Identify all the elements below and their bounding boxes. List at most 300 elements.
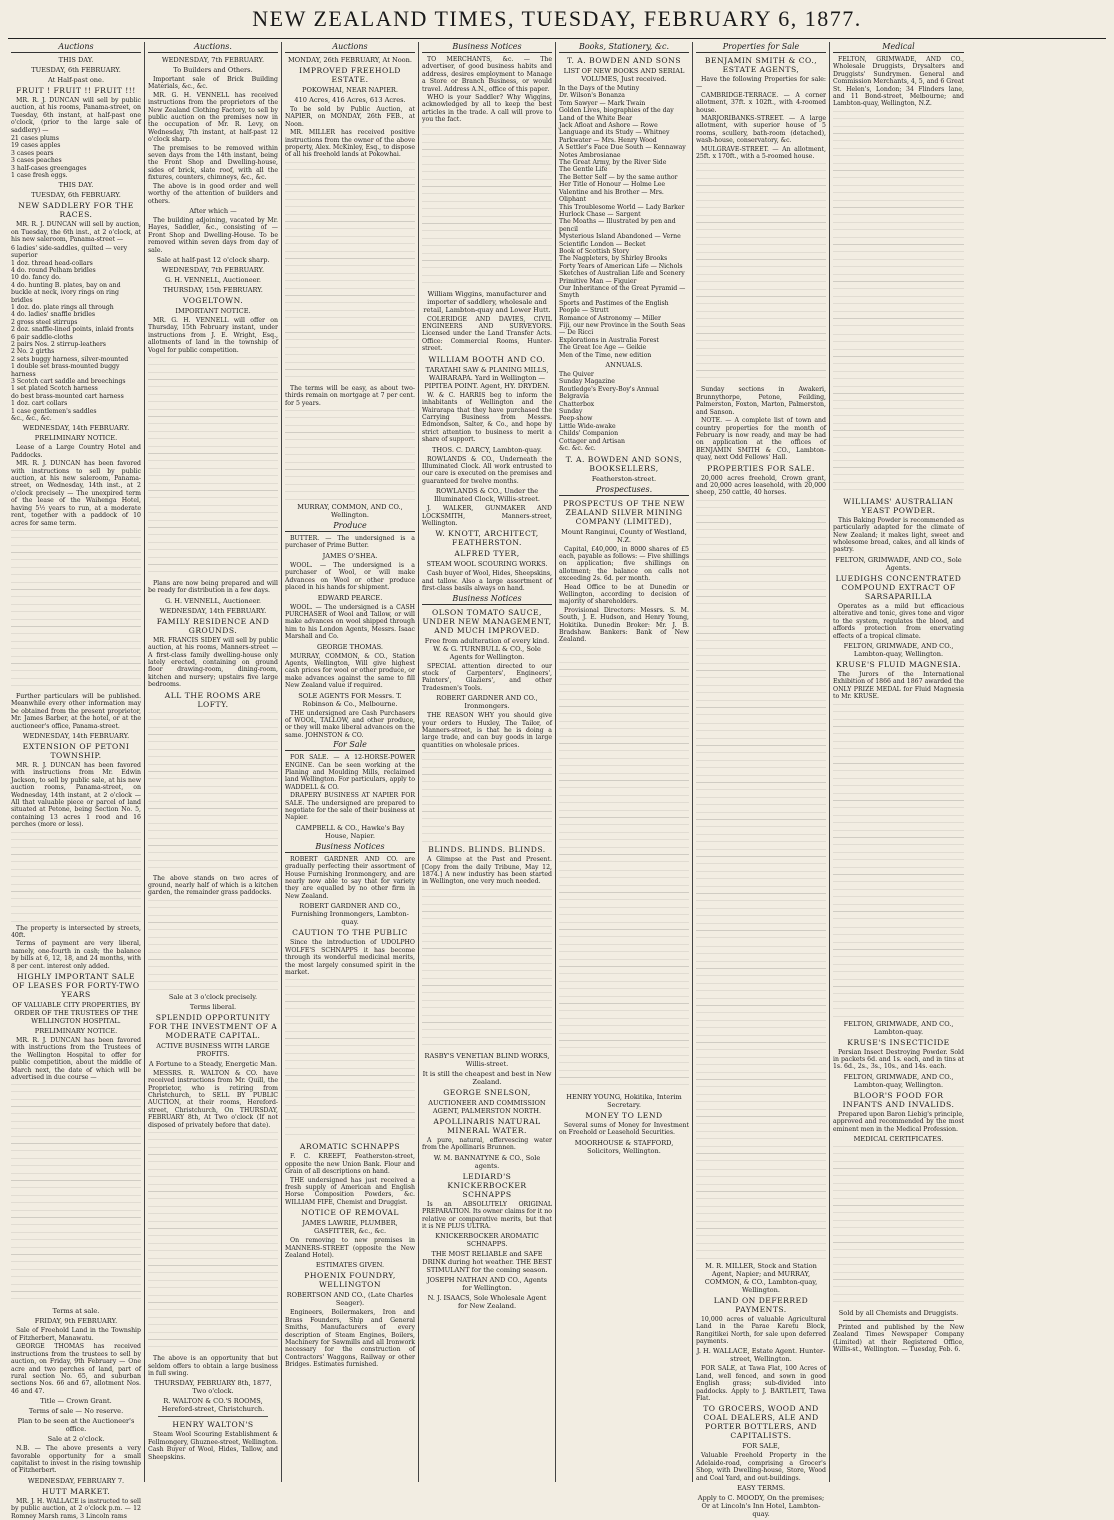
- notice-paragraph: MR. G. H. VENNELL will offer on Thursday, 15th February instant, under instructions from J. E. Wright, Esq., allotments of land in the township of Vogel for public competition.: [148, 316, 278, 354]
- notice-heading: G. H. VENNELL, Auctioneer.: [164, 275, 262, 284]
- list-item: 1 doz. thread head-collars: [11, 259, 93, 267]
- list-item: Cottager and Artisan: [559, 437, 626, 445]
- column-4: [419, 42, 556, 1482]
- list-item: 3 Scotch cart saddle and breechings: [11, 378, 126, 385]
- notice-title: PROSPECTUS OF THE NEW ZEALAND SILVER MINING COMPANY (LIMITED),: [563, 498, 685, 526]
- notice-paragraph: The property is intersected by streets, 40ft.: [11, 924, 141, 939]
- notice-heading: THOS. C. DARCY, Lambton-quay.: [431, 445, 542, 454]
- notice-title: IMPROVED FREEHOLD ESTATE.: [299, 66, 401, 84]
- notice-heading: ROWLANDS & CO., Under the Illuminated Clock, Willis-street.: [434, 487, 540, 504]
- notice-heading: MOORHOUSE & STAFFORD, Solicitors, Wellington.: [574, 1138, 674, 1155]
- notice-title: SPLENDID OPPORTUNITY FOR THE INVESTMENT OF A MODERATE CAPITAL.: [148, 1012, 278, 1040]
- list-item: Sunday Magazine: [559, 378, 615, 386]
- section-heading: Medical: [833, 42, 964, 53]
- notice-heading: Mount Ranginui, County of Westland, N.Z.: [561, 527, 687, 544]
- notice-paragraph: BUTTER. — The undersigned is a purchaser of Prime Butter.: [285, 535, 415, 550]
- list-item: Scientific London — Becket: [559, 240, 646, 248]
- notice-heading: PRELIMINARY NOTICE.: [34, 1027, 118, 1036]
- notice-heading: Sale at half-past 12 o'clock sharp.: [156, 255, 270, 264]
- list-item: Peep-show: [559, 415, 593, 423]
- notice-paragraph: MR. R. J. DUNCAN has been favored with instructions from Mr. Edwin Jackson, to sell by public sale, at his new auction rooms, Panama-street, on Wednesday, 14th instant, at 2 o'clock — All that valuable piece or parcel of land situated at Petone, being Section No. 5, containing 13 acres 1 rood and 16 perches (more or less).: [11, 761, 141, 829]
- notice-heading: JOSEPH NATHAN AND CO., Agents for Wellington.: [426, 1276, 548, 1293]
- list-item: In the Days of the Mutiny: [559, 85, 640, 92]
- notice-title: BLINDS. BLINDS. BLINDS.: [428, 845, 546, 855]
- notice-paragraph: MR. G. H. VENNELL has received instructions from the proprietors of the New Zealand Clothing Factory, to sell by public auction on the premises now in the occupation of Mr. R. Levy, on Wednesday, 7th instant, at half-past 12 o'clock sharp.: [148, 91, 278, 144]
- section-heading: Business Notices: [422, 594, 552, 605]
- notice-title: ALFRED TYER,: [454, 549, 520, 559]
- masthead-rule: [8, 38, 1106, 39]
- notice-heading: SOLE AGENTS FOR Messrs. T. Robinson & Co., Melbourne.: [298, 691, 402, 708]
- notice-paragraph: THE REASON WHY you should give your orders to Huxley, The Tailor, of Manners-street, is that he is doing a large trade, and can buy goods in large quantities on wholesale prices.: [422, 712, 552, 749]
- notice-heading: WEDNESDAY, FEBRUARY 7.: [27, 1476, 125, 1485]
- list-item: 2 gross steel stirrups: [11, 318, 78, 326]
- list-item: 21 cases plums: [11, 135, 59, 143]
- list-item: Notes Ambrosianae: [559, 151, 621, 159]
- section-heading: Auctions: [11, 42, 141, 53]
- section-heading: Business Notices: [285, 842, 415, 853]
- body-text-lines: [696, 723, 826, 943]
- notice-paragraph: Important sale of Brick Building Materials, &c., &c.: [148, 76, 278, 91]
- notice-heading: WEDNESDAY, 7th FEBRUARY.: [161, 265, 265, 274]
- notice-heading: ESTIMATES GIVEN.: [315, 1261, 385, 1270]
- notice-heading: TARATAHI SAW & PLANING MILLS, WAIRARAPA. Yard in Wellington — PIPITEA POINT. Agent, HY. DRYDEN.: [424, 365, 550, 390]
- list-item: Men of the Time, new edition: [559, 351, 652, 359]
- notice-heading: N. J. ISAACS, Sole Wholesale Agent for New Zealand.: [427, 1294, 547, 1311]
- notice-heading: R. WALTON & CO.'S ROOMS, Hereford-street, Christchurch.: [161, 1397, 265, 1414]
- notice-title: WILLIAMS' AUSTRALIAN YEAST POWDER.: [843, 496, 954, 515]
- notice-title: MONEY TO LEND: [585, 1110, 663, 1120]
- list-item: Sunday: [559, 408, 583, 416]
- notice-title: ALL THE ROOMS ARE LOFTY.: [164, 690, 262, 709]
- notice-title: APOLLINARIS NATURAL MINERAL WATER.: [433, 1116, 541, 1135]
- list-item: 4 do. round Pelham bridles: [11, 266, 96, 274]
- notice-paragraph: 20,000 acres freehold, Crown grant, and 20,000 acres leasehold, with 20,000 sheep, 250 cattle, 40 horses.: [696, 474, 826, 497]
- notice-paragraph: TO MERCHANTS, &c. — The advertiser, of good business habits and address, desires employment to Manage a Store or Branch Business, or would travel. Address A.N., office of this paper.: [422, 56, 552, 93]
- notice-paragraph: On removing to new premises in MANNERS-STREET (opposite the New Zealand Hotel).: [285, 1237, 415, 1259]
- notice-paragraph: MR. R. J. DUNCAN will sell by public auction, at his rooms, Panama-street, on Tuesday, 6th instant, at half-past one o'clock, (prior to the large sale of saddlery) —: [11, 97, 141, 134]
- notice-heading: FELTON, GRIMWADE, AND CO., Lambton-quay, Wellington.: [843, 641, 954, 658]
- notice-paragraph: A pure, natural, effervescing water from the Apollinaris Brunnen.: [422, 1136, 552, 1152]
- list-item: 2 No. 2 girths: [11, 348, 55, 356]
- section-heading: Prospectuses.: [559, 485, 689, 496]
- body-text-lines: [11, 1084, 141, 1304]
- notice-heading: At Half-past one.: [47, 76, 105, 84]
- notice-heading: ROBERTSON AND CO., (Late Charles Seager).: [286, 1291, 414, 1308]
- notice-title: LAND ON DEFERRED PAYMENTS.: [713, 1295, 809, 1314]
- list-item: The Gentle Life: [559, 166, 608, 174]
- notice-paragraph: Steam Wool Scouring Establishment & Fellmongery, Ghuznee-street, Wellington. Cash Buyer of Wool, Hides, Tallow, and Sheepskins.: [148, 1431, 278, 1461]
- list-item: 19 cases apples: [11, 142, 61, 150]
- notice-title: HUTT MARKET.: [41, 1486, 111, 1496]
- notice-title: FAMILY RESIDENCE AND GROUNDS.: [156, 616, 270, 635]
- notice-paragraph: FOR SALE. — A 12-HORSE-POWER ENGINE. Can be seen working at the Planing and Moulding Mills, reclaimed land Wellington. For particulars, apply to WADDELL & CO.: [285, 754, 415, 791]
- list-item: Chatterbox: [559, 400, 595, 408]
- body-text-lines: [696, 163, 826, 383]
- notice-paragraph: Since the introduction of UDOLPHO WOLFE'S SCHNAPPS it has become through its wonderful medicinal merits, the most largely consumed spirit in the market.: [285, 939, 415, 976]
- notice-title: CAUTION TO THE PUBLIC: [292, 928, 408, 938]
- notice-heading: EDWARD PEARCE.: [317, 593, 383, 602]
- column-1: [8, 42, 145, 1520]
- notice-paragraph: MARJORIBANKS-STREET. — A large allotment, with superior house of 5 rooms, scullery, bath-room (detached), wash-house, conservatory, &c.: [696, 115, 826, 145]
- masthead: NEW ZEALAND TIMES, TUESDAY, FEBRUARY 6, 1877.: [252, 6, 862, 31]
- list-item: The Better Self — by the same author: [559, 173, 678, 181]
- notice-paragraph: This Baking Powder is recommended as particularly adapted for the climate of New Zealand; it makes light, sweet and wholesome bread, cakes, and all kinds of pastry.: [833, 516, 964, 554]
- notice-paragraph: The above is in good order and well worthy of the attention of builders and others.: [148, 182, 278, 205]
- divider: [843, 1320, 954, 1321]
- list-item: 1 double set brass-mounted buggy harness: [11, 363, 120, 378]
- notice-heading: Featherston-street.: [591, 474, 657, 483]
- notice-heading: Terms at sale.: [52, 1307, 100, 1316]
- notice-paragraph: Persian Insect Destroying Powder. Sold in packets 6d. and 1s. each, and in tins at 1s. 6d., 2s., 3s., 10s., and 14s. each.: [833, 1048, 964, 1071]
- notice-title: NOTICE OF REMOVAL: [301, 1208, 399, 1218]
- notice-paragraph: The building adjoining, vacated by Mr. Hayes, Saddler, &c., consisting of — Front Shop and Dwelling-House. To be removed within seven days from day of sale.: [148, 216, 278, 254]
- notice-paragraph: Cash buyer of Wool, Hides, Sheepskins, and tallow. Also a large assortment of first-class basils always on hand.: [422, 570, 552, 593]
- notice-paragraph: CAMBRIDGE-TERRACE. — A corner allotment, 37ft. x 102ft., with 4-roomed house.: [696, 91, 826, 114]
- body-text-lines: [148, 357, 278, 577]
- notice-paragraph: MURRAY, COMMON, & CO., Station Agents, Wellington, Will give highest cash prices for wool or other produce, or make advances against the same to fill New Zealand value if required.: [285, 652, 415, 690]
- notice-heading: POKOWHAI, NEAR NAPIER.: [302, 86, 398, 94]
- body-text-lines: [285, 410, 415, 500]
- notice-paragraph: MR. J. H. WALLACE is instructed to sell by public auction, at 2 o'clock p.m. — 12 Romney Marsh rams, 3 Lincoln rams: [11, 1497, 141, 1520]
- notice-title: PHOENIX FOUNDRY, WELLINGTON: [304, 1271, 396, 1290]
- list-item: Parkwater — Mrs. Henry Wood: [559, 136, 657, 144]
- notice-heading: MONDAY, 26th FEBRUARY, At Noon.: [288, 56, 412, 64]
- notice-title: NEW SADDLERY FOR THE RACES.: [18, 201, 134, 220]
- list-item: Jack Afloat and Ashore — Rowe: [559, 122, 658, 130]
- notice-heading: Title — Crown Grant.: [40, 1397, 112, 1406]
- list-item: Primitive Man — Figuier: [559, 277, 637, 285]
- body-text-lines: [285, 162, 415, 382]
- notice-title: WILLIAM BOOTH AND CO.: [428, 354, 546, 364]
- list-item: Forty Years of American Life — Nichols: [559, 262, 683, 270]
- notice-paragraph: COLERIDGE AND DAVIES, CIVIL ENGINEERS AND SURVEYORS. Licensed under the Land Transfer Acts. Office: Commercial Rooms, Hunter-street.: [422, 315, 552, 353]
- notice-paragraph: GEORGE THOMAS has received instructions from the trustees to sell by auction, on Friday, 9th February — One acre and two perches of land, part of rural section No. 65, and suburban sections Nos. 66 and 67, allotment Nos. 46 and 47.: [11, 1343, 141, 1395]
- list-item: Golden Lives, biographies of the day: [559, 107, 674, 115]
- body-text-lines: [696, 500, 826, 720]
- notice-heading: It is still the cheapest and best in New Zealand.: [422, 1069, 552, 1086]
- list-item: The Moaths — Illustrated by pen and pencil: [559, 218, 676, 233]
- body-text-lines: [559, 870, 689, 1090]
- section-heading: Business Notices: [422, 42, 552, 53]
- list-item: Mysterious Island Abandoned — Verne: [559, 233, 681, 241]
- body-text-lines: [148, 900, 278, 990]
- notice-paragraph: Sunday sections in Awakeri, Brunnythorpe, Petone, Feilding, Palmerston, Foxton, Marton, Palmerston, and Sanson.: [696, 386, 826, 416]
- notice-paragraph: Several sums of Money for Investment on Freehold or Leasehold Securities.: [559, 1121, 689, 1137]
- list-item: 4 do. hunting B. plates, bay on and buckle at neck, ivory rings on ring bridles: [11, 281, 121, 304]
- notice-paragraph: ROWLANDS & CO., Underneath the Illuminated Clock. All work entrusted to our care is executed on the premises and guaranteed for twelve months.: [422, 455, 552, 485]
- notice-heading: LIST OF NEW BOOKS AND SERIAL VOLUMES, Just received.: [563, 67, 685, 83]
- body-text-lines: [833, 1146, 964, 1306]
- column-3: [282, 42, 419, 1482]
- notice-paragraph: Lease of a Large Country Hotel and Paddocks.: [11, 444, 141, 459]
- notice-paragraph: A Glimpse at the Past and Present. [Copy from the daily Tribune, May 12, 1874.] A new industry has been started in Wellington, one very much needed.: [422, 856, 552, 886]
- notice-paragraph: The above stands on two acres of ground, nearly half of which is a kitchen garden, the remainder grass paddocks.: [148, 874, 278, 897]
- list-item: A Settler's Face Due South — Kennaway: [559, 144, 686, 152]
- section-heading: Auctions: [285, 42, 415, 53]
- notice-heading: FELTON, GRIMWADE, AND CO., Sole Agents.: [835, 555, 962, 572]
- list-item: Language and its Study — Whitney: [559, 129, 670, 137]
- list-item: Her Title of Honour — Holme Lee: [559, 181, 666, 189]
- column-5: [556, 42, 693, 1482]
- list-item: Tom Sawyer — Mark Twain: [559, 99, 646, 107]
- notice-paragraph: MULGRAVE-STREET. — An allotment, 25ft. x 170ft., with a 5-roomed house.: [696, 145, 826, 161]
- notice-title: EXTENSION OF PETONI TOWNSHIP.: [22, 741, 130, 760]
- body-text-lines: [833, 111, 964, 331]
- notice-heading: THE MOST RELIABLE and SAFE DRINK during hot weather. THE BEST STIMULANT for the coming season.: [422, 1250, 552, 1275]
- notice-title: LUEDIGHS CONCENTRATED COMPOUND EXTRACT OF SARSAPARILLA: [835, 573, 962, 601]
- notice-heading: M. R. MILLER, Stock and Station Agent, Napier; and MURRAY, COMMON, & CO., Lambton-quay, Wellington.: [704, 1261, 818, 1294]
- notice-paragraph: The Jurors of the International Exhibition of 1866 and 1867 awarded the ONLY PRIZE MEDAL for Fluid Magnesia to Mr. KRUSE.: [833, 670, 964, 701]
- notice-heading: J. H. WALLACE, Estate Agent. Hunter-street, Wellington.: [696, 1347, 826, 1364]
- notice-heading: WEDNESDAY, 14th FEBRUARY.: [159, 606, 267, 615]
- body-text-lines: [148, 712, 278, 872]
- list-item: Valentine and his Brother — Mrs. Oliphant: [559, 188, 664, 204]
- notice-paragraph: Terms of payment are very liberal, namely, one-fourth in cash; the balance by bills at 6, 12, 18, and 24 months, with 8 per cent. interest only added.: [11, 940, 141, 970]
- list-item: 1 doz. cart collars: [11, 400, 68, 408]
- body-text-lines: [833, 927, 964, 1017]
- section-heading: For Sale: [285, 740, 415, 751]
- notice-heading: PRELIMINARY NOTICE.: [34, 434, 118, 443]
- notice-heading: KNICKERBOCKER AROMATIC SCHNAPPS.: [435, 1232, 539, 1249]
- notice-paragraph: Operates as a mild but efficacious alterative and tonic, gives tone and vigor to the system, regulates the blood, and affords protection from enervating effects of a tropical climate.: [833, 602, 964, 640]
- list-item: 10 do. fancy do.: [11, 274, 61, 282]
- notice-paragraph: Printed and published by the New Zealand Times Newspaper Company (Limited) at their Registered Office, Willis-st., Wellington. — Tuesday, Feb. 6.: [833, 1323, 964, 1354]
- notice-paragraph: The premises to be removed within seven days from the 14th instant, being the Front Shop and Dwelling-house, sides of brick, slate roof, with all the fixtures, counters, chimneys, &c., &c.: [148, 144, 278, 182]
- list-item: Sketches of Australian Life and Scenery: [559, 270, 685, 278]
- notice-heading: 410 Acres, 416 Acres, 613 Acres.: [294, 96, 406, 104]
- list-item: &c., &c., &c.: [11, 415, 52, 423]
- notice-heading: STEAM WOOL SCOURING WORKS.: [426, 560, 548, 569]
- notice-paragraph: MESSRS. R. WALTON & CO. have received instructions from Mr. Quill, the Proprietor, who is retiring from Christchurch, to SELL BY PUBLIC AUCTION, at their rooms, Hereford-street, Christchurch, On THURSDAY, FEBRUARY 8th, At Two o'clock (If not disposed of privately before that date).: [148, 1069, 278, 1129]
- notice-title: T. A. BOWDEN AND SONS, BOOKSELLERS,: [565, 454, 683, 473]
- notice-heading: THURSDAY, 15th FEBRUARY.: [163, 285, 263, 294]
- notice-paragraph: ROBERT GARDNER AND CO. are gradually perfecting their assortment of House Furnishing Ironmongery, and are nearly now able to say that for variety they are equalled by no other firm in New Zealand.: [285, 855, 415, 900]
- notice-paragraph: THE undersigned are Cash Purchasers of WOOL, TALLOW, and other produce, or they will make liberal advances on the same. JOHNSTON & CO.: [285, 709, 415, 739]
- notice-heading: After which —: [189, 206, 237, 215]
- notice-paragraph: MR. MILLER has received positive instructions from the owner of the above property, Alex. McKinley, Esq., to dispose of all his freehold lands at Pokowhai.: [285, 129, 415, 159]
- notice-heading: W. M. BANNATYNE & CO., Sole agents.: [433, 1153, 541, 1170]
- notice-heading: OF VALUABLE CITY PROPERTIES, BY ORDER OF THE TRUSTEES OF THE WELLINGTON HOSPITAL.: [11, 1001, 141, 1026]
- notice-paragraph: Provisional Directors: Messrs. S. M. South, J. E. Hudson, and Henry Young, Hokitika. Dunedin Broker: Mr. J. B. Bradshaw. Bankers: Bank of New Zealand.: [559, 606, 689, 644]
- notice-heading: ACTIVE BUSINESS WITH LARGE PROFITS.: [156, 1041, 270, 1058]
- column-7: [830, 42, 967, 1482]
- notice-paragraph: J. WALKER, GUNMAKER AND LOCKSMITH, Manners-street, Wellington.: [422, 505, 552, 527]
- list-item: &c. &c. &c.: [559, 445, 596, 453]
- section-heading: Books, Stationery, &c.: [559, 42, 689, 53]
- list-item: Explorations in Australia Forest: [559, 336, 659, 344]
- notice-paragraph: DRAPERY BUSINESS AT NAPIER FOR SALE. The undersigned are prepared to negotiate for the sale of their business at Napier.: [285, 792, 415, 822]
- notice-heading: Apply to C. MOODY, On the premises; Or at Lincoln's Inn Hotel, Lambton-quay.: [697, 1494, 825, 1519]
- list-item: Little Wide-awake: [559, 422, 616, 430]
- list-item: 1 case fresh eggs.: [11, 172, 68, 180]
- body-text-lines: [11, 832, 141, 922]
- notice-paragraph: F. C. KREEFT, Featherston-street, opposite the new Union Bank. Flour and Grain of all descriptions on hand.: [285, 1153, 415, 1176]
- list-item: 1 set plated Scotch harness: [11, 385, 98, 393]
- list-item: The Nagpleters, by Shirley Brooks: [559, 255, 668, 263]
- columns: [8, 42, 1106, 1520]
- list-item: 6 ladies' side-saddles, quilted — very superior: [11, 244, 128, 260]
- notice-paragraph: THE undersigned has just received a fresh supply of American and English Horse Composition Powders, &c. WILLIAM FIFE, Chemist and Druggist.: [285, 1176, 415, 1206]
- list-item: 3 cases peaches: [11, 157, 62, 165]
- notice-paragraph: Capital, £40,000, in 8000 shares of £5 each, payable as follows: — Five shillings on application; five shillings on allotment; the balance on calls not exceeding 2s. 6d. per month.: [559, 545, 689, 583]
- section-heading: Produce: [285, 521, 415, 532]
- list-item: 3 cases pears: [11, 149, 54, 157]
- notice-heading: RASBY'S VENETIAN BLIND WORKS, Willis-street.: [424, 1051, 550, 1068]
- notice-heading: CAMPBELL & CO., Hawke's Bay House, Napier.: [295, 823, 405, 840]
- list-item: Book of Scottish Story: [559, 247, 630, 255]
- notice-heading: JAMES O'SHEA.: [322, 551, 378, 560]
- list-item: 6 pair saddle-cloths: [11, 333, 73, 341]
- section-heading: Auctions.: [148, 42, 278, 53]
- notice-heading: HENRY YOUNG, Hokitika, Interim Secretary.: [566, 1092, 682, 1109]
- notice-paragraph: The terms will be easy, as about two-thirds remain on mortgage at 7 per cent. for 5 years.: [285, 384, 415, 407]
- notice-title: KRUSE'S INSECTICIDE: [847, 1037, 950, 1047]
- notice-paragraph: WHO is your Saddler? Why Wiggins, acknowledged by all to keep the best articles in the trade. A call will prove to you the fact.: [422, 94, 552, 124]
- notice-heading: ANNUALS.: [605, 361, 643, 370]
- notice-heading: A Fortune to a Steady, Energetic Man.: [148, 1059, 278, 1068]
- list-item: Sports and Pastimes of the English People — Strutt: [559, 299, 669, 315]
- body-text-lines: [833, 704, 964, 924]
- notice-heading: WEDNESDAY, 14th FEBRUARY.: [22, 731, 130, 740]
- list-item: Belgravia: [559, 393, 589, 401]
- notice-heading: Plan to be seen at the Auctioneer's office.: [17, 1417, 135, 1434]
- body-text-lines: [285, 979, 415, 1139]
- notice-title: T. A. BOWDEN AND SONS: [567, 56, 681, 65]
- body-text-lines: [148, 1132, 278, 1352]
- notice-paragraph: The above is an opportunity that but seldom offers to obtain a large business in full swing.: [148, 1355, 278, 1377]
- notice-paragraph: Valuable Freehold Property in the Adelaide-road, comprising a Grocer's Shop, with Dwelling-house, Store, Wood and Coal Yard, and out-buildings.: [696, 1452, 826, 1482]
- section-heading: Properties for Sale: [696, 42, 826, 53]
- notice-heading: ROBERT GARDNER AND CO., Furnishing Ironmongers, Lambton-quay.: [291, 902, 409, 927]
- body-text-lines: [422, 127, 552, 287]
- column-6: [693, 42, 830, 1519]
- notice-paragraph: WOOL. — The undersigned is a purchaser of Wool, or will make Advances on Wool or other produce placed in his hands for shipment.: [285, 561, 415, 592]
- notice-heading: FOR SALE,: [742, 1442, 780, 1451]
- list-item: This Troublesome World — Lady Barker: [559, 203, 685, 211]
- notice-heading: WEDNESDAY, 14th FEBRUARY.: [22, 424, 130, 433]
- notice-heading: THIS DAY.: [58, 181, 94, 190]
- notice-paragraph: MR. R. J. DUNCAN has been favored with instructions from the Trustees of the Wellington Hospital to offer for public competition, about the middle of March next, the date of which will be advertised in due course —: [11, 1037, 141, 1082]
- notice-paragraph: Is an ABSOLUTELY ORIGINAL PREPARATION. Its owner claims for it no relative or comparative merits, but that it is NE PLUS ULTRA.: [422, 1200, 552, 1230]
- notice-heading: GEORGE THOMAS.: [316, 642, 384, 651]
- notice-title: GEORGE SNELSON,: [443, 1087, 531, 1097]
- notice-paragraph: NOTE. — A complete list of town and country properties for the month of February is now ready, and may be had on application at the offices of BENJAMIN SMITH & CO., Lambton-quay, next Odd Fellows' Hall.: [696, 417, 826, 462]
- list-item: The Great Army, by the River Side: [559, 159, 667, 167]
- notice-paragraph: N.B. — The above presents a very favorable opportunity for a small capitalist to invest in the rising township of Fitzherbert.: [11, 1445, 141, 1475]
- notice-list: [559, 371, 689, 452]
- notice-paragraph: SPECIAL attention directed to our stock of Carpenters', Engineers', Painters', Glaziers', and other Tradesmen's Tools.: [422, 662, 552, 692]
- notice-paragraph: Sale of Freehold Land in the Township of Fitzherbert, Manawatu.: [11, 1327, 141, 1342]
- notice-heading: FRIDAY, 9th FEBRUARY.: [34, 1317, 118, 1326]
- notice-list: [11, 135, 141, 179]
- body-text-lines: [422, 889, 552, 1049]
- body-text-lines: [833, 334, 964, 494]
- notice-heading: William Wiggins, manufacturer and importer of saddlery, wholesale and retail, Lambton-quay and Lower Hutt.: [423, 289, 551, 314]
- list-item: 1 case gentlemen's saddles: [11, 407, 97, 415]
- notice-heading: EASY TERMS.: [737, 1484, 785, 1493]
- notice-title: FRUIT ! FRUIT !! FRUIT !!!: [16, 86, 136, 95]
- notice-heading: FELTON, GRIMWADE, AND CO., Lambton-quay, Wellington.: [843, 1072, 954, 1089]
- notice-paragraph: MR. FRANCIS SIDEY will sell by public auction, at his rooms, Manners-street — A first-class family dwelling-house only lately erected, containing on ground floor drawing-room, dining-room, kitchen and nursery; upstairs five large bedrooms.: [148, 636, 278, 689]
- notice-heading: MEDICAL CERTIFICATES.: [853, 1134, 944, 1143]
- notice-heading: THIS DAY.: [58, 56, 94, 64]
- list-item: do best brass-mounted cart harness: [11, 392, 124, 400]
- body-text-lines: [11, 530, 141, 690]
- list-item: Hurlock Chase — Sargent: [559, 210, 641, 218]
- notice-title: TO GROCERS, WOOD AND COAL DEALERS, ALE AND PORTER BOTTLERS, AND CAPITALISTS.: [703, 1404, 819, 1441]
- notice-title: W. KNOTT, ARCHITECT, FEATHERSTON.: [435, 529, 539, 548]
- notice-heading: Terms liberal.: [189, 1002, 237, 1011]
- notice-paragraph: Head Office to be at Dunedin or Wellington, according to decision of majority of shareholders.: [559, 583, 689, 606]
- notice-paragraph: Plans are now being prepared and will be ready for distribution in a few days.: [148, 579, 278, 595]
- notice-heading: Sale at 2 o'clock.: [47, 1435, 105, 1444]
- notice-title: PROPERTIES FOR SALE.: [707, 463, 815, 473]
- notice-heading: Sold by all Chemists and Druggists.: [838, 1308, 959, 1317]
- notice-list: [11, 245, 141, 423]
- list-item: Dr. Wilson's Bonanza: [559, 92, 625, 100]
- notice-paragraph: WOOL. — The undersigned is a CASH PURCHASER of Wool and Tallow, or will make advances on wool shipped through him to his London Agents, Messrs. Isaac Marshall and Co.: [285, 603, 415, 641]
- list-item: Our Inheritance of the Great Pyramid — Smyth: [559, 284, 686, 300]
- list-item: Childs' Companion: [559, 430, 619, 438]
- notice-paragraph: To be sold by Public Auction, at NAPIER, on MONDAY, 26th FEB., at Noon.: [285, 106, 415, 128]
- notice-paragraph: FELTON, GRIMWADE, AND CO., Wholesale Druggists, Drysalters and Druggists' Sundrymen. General and Commission Merchants, 4, 5, and 6 Great St. Helen's, London; 34 Flinders lane, and 11 Bond-street, Melbourne; and Lambton-quay, Wellington, N.Z.: [833, 56, 964, 108]
- notice-heading: Terms of sale — No reserve.: [28, 1407, 124, 1416]
- body-text-lines: [696, 946, 826, 1166]
- list-item: 2 doz. snaffle-lined points, inlaid fronts: [11, 326, 134, 334]
- notice-paragraph: Further particulars will be published. Meanwhile every other information may be obtained from the present proprietor, Mr. James Barber, at the hotel, or at the auctioneer's office, Panama-street.: [11, 692, 141, 730]
- notice-heading: THURSDAY, FEBRUARY 8th, 1877, Two o'clock.: [154, 1379, 272, 1396]
- notice-heading: Sale at 3 o'clock precisely.: [168, 992, 258, 1001]
- list-item: 1 doz. do. plate rings all through: [11, 303, 114, 311]
- notice-heading: MURRAY, COMMON, AND CO., Wellington.: [297, 503, 403, 520]
- list-item: Fiji, our new Province in the South Seas — De Ricci: [559, 322, 686, 337]
- body-text-lines: [422, 752, 552, 842]
- notice-title: BENJAMIN SMITH & CO., ESTATE AGENTS,: [704, 56, 818, 74]
- notice-paragraph: Prepared upon Baron Liebig's principle, approved and recommended by the most eminent men in the Medical Profession.: [833, 1110, 964, 1133]
- list-item: Land of the White Bear: [559, 114, 633, 122]
- notice-heading: WEDNESDAY, 7th FEBRUARY.: [161, 56, 265, 64]
- divider: [158, 1416, 268, 1417]
- notice-heading: JAMES LAWRIE, PLUMBER, GASFITTER, &c., &c.: [302, 1219, 398, 1236]
- list-item: 4 do. ladies' snaffle bridles: [11, 311, 96, 319]
- notice-heading: FELTON, GRIMWADE, AND CO., Lambton-quay.: [843, 1019, 954, 1036]
- list-item: The Quiver: [559, 371, 594, 379]
- notice-paragraph: W. & C. HARRIS beg to inform the inhabitants of Wellington and the Wairarapa that they have purchased the Carrying Business from Messrs. Edmondson, Salter, & Co., and hope by strict attention to business to merit a share of support.: [422, 391, 552, 444]
- notice-heading: TUESDAY, 6th FEBRUARY.: [31, 66, 121, 74]
- notice-title: AROMATIC SCHNAPPS: [299, 1142, 401, 1152]
- notice-heading: AUCTIONEER AND COMMISSION AGENT, PALMERSTON NORTH.: [428, 1098, 546, 1115]
- notice-heading: TUESDAY, 6th FEBRUARY.: [31, 191, 121, 200]
- notice-heading: Free from adulteration of every kind. W. & G. TURNBULL & CO., Sole Agents for Wellington.: [424, 636, 550, 661]
- list-item: 2 sets buggy harness, silver-mounted: [11, 355, 129, 363]
- list-item: 3 half-cases greengages: [11, 164, 87, 172]
- list-item: Romance of Astronomy — Miller: [559, 314, 661, 322]
- notice-title: OLSON TOMATO SAUCE, UNDER NEW MANAGEMENT, AND MUCH IMPROVED.: [422, 607, 552, 635]
- list-item: The Great Ice Age — Geikie: [559, 344, 647, 352]
- notice-title: KRUSE'S FLUID MAGNESIA.: [835, 659, 962, 669]
- notice-paragraph: Have the following Properties for sale: —: [696, 76, 826, 91]
- notice-list: [559, 85, 689, 359]
- notice-heading: IMPORTANT NOTICE.: [175, 306, 251, 315]
- list-item: 2 pairs Nos. 2 stirrup-leathers: [11, 340, 106, 348]
- notice-paragraph: MR. R. J. DUNCAN has been favored with instructions to sell by public auction, at his new saleroom, Panama-street, on Wednesday, 14th inst., at 2 o'clock precisely — The unexpired term of the lease of the Waihenga Hotel, having 5½ years to run, at a moderate rent, together with a paddock of 10 acres for same term.: [11, 460, 141, 527]
- notice-title: VOGELTOWN.: [182, 295, 244, 305]
- notice-paragraph: FOR SALE, at Tawa Flat, 100 Acres of Land, well fenced, and sown in good English grass; sub-divided into paddocks. Apply to J. BARTLETT, Tawa Flat.: [696, 1365, 826, 1402]
- notice-title: LEDIARD'S KNICKERBOCKER SCHNAPPS: [447, 1171, 527, 1199]
- notice-heading: G. H. VENNELL, Auctioneer.: [164, 596, 262, 605]
- notice-paragraph: 10,000 acres of valuable Agricultural Land in the Parae Karetu Block, Rangitikei North, for sale upon deferred payments.: [696, 1315, 826, 1345]
- notice-heading: ROBERT GARDNER AND CO., Ironmongers.: [436, 694, 538, 711]
